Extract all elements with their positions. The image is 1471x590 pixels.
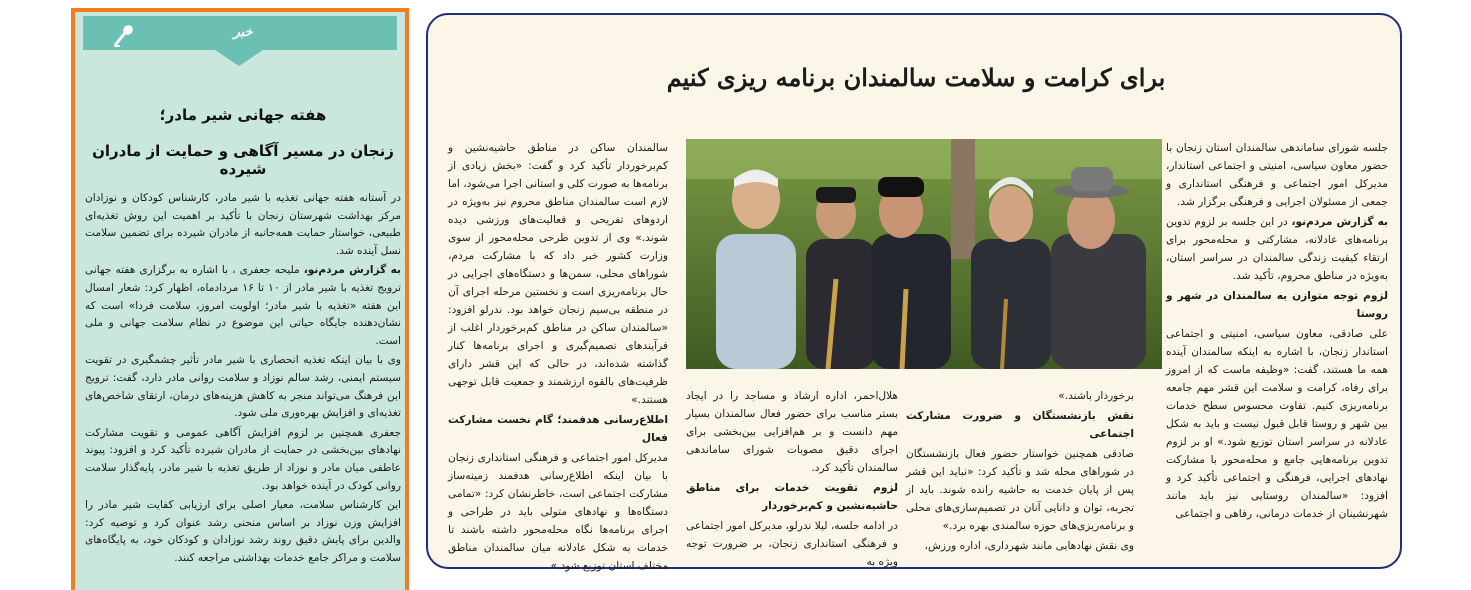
paragraph-text: صادقی همچنین خواستار حضور فعال بازنشستگان در شوراهای محله شد و تأکید کرد: «نباید این قشر پس از پایان خدمت به حاشیه رانده شوند. باید از تجربه، توان و دانایی آنان در تصمیم‌سازی‌های محلی و برنامه‌ریزی‌های حوزه سالمندی بهره برد.»: [906, 448, 1134, 532]
paragraph-text: وی نقش نهادهایی مانند شهرداری، اداره ورزش،: [924, 540, 1134, 552]
sidebar-header-notch: [215, 50, 263, 66]
sidebar-body: [85, 190, 401, 569]
paragraph-text: جلسه شورای ساماندهی سالمندان استان زنجان با حضور معاون سیاسی، امنیتی و اجتماعی استاندار، مدیرکل امور اجتماعی و فرهنگی استانداری و جمعی از مسئولان اجرایی و فرهنگی برگزار شد.: [1166, 142, 1388, 208]
microphone-icon: [111, 24, 137, 48]
article-paragraph: [906, 537, 1134, 555]
paragraph-text: وی با بیان اینکه تغذیه انحصاری با شیر مادر تأثیر چشمگیری در تقویت سیستم ایمنی، رشد سالم نوزاد و سلامت روانی مادر دارد، گفت: ترویج این فرهنگ می‌تواند منجر به کاهش هزینه‌های درمان، ارتقای شاخص‌های تغذیه‌ای و افزایش بهره‌وری ملی شود.: [85, 354, 401, 420]
article-headline: برای کرامت و سلامت سالمندان برنامه ریزی کنیم: [666, 63, 1166, 92]
article-subheading: اطلاع‌رسانی هدفمند؛ گام نخست مشارکت فعال: [448, 414, 668, 444]
paragraph-text: ملیحه جعفری ، با اشاره به برگزاری هفته جهانی ترویج تغذیه با شیر مادر از ۱۰ تا ۱۶ مردادماه، اظهار کرد: شعار امسال این هفته «تغذیه با شیر مادر؛ اولویت امروز، سلامت فردا» است که نشان‌دهنده جایگاه حیاتی این موضوع در نظام سلامت جهانی و ملی است.: [85, 264, 401, 347]
sidebar-paragraph: [85, 190, 401, 260]
photo-illustration: [686, 139, 1162, 369]
article-subheading: لزوم توجه متوازن به سالمندان در شهر و روستا: [1166, 290, 1388, 320]
article-paragraph: [906, 445, 1134, 535]
paragraph-text: جعفری همچنین بر لزوم افزایش آگاهی عمومی و تقویت مشارکت نهادهای بین‌بخشی در حمایت از مادران شیرده تأکید کرد و افزود: پیوند عاطفی میان مادر و نوزاد از طریق تغذیه با شیر مادر، پایه‌گذار سلامت روانی کودک در آینده خواهد بود.: [85, 426, 401, 492]
sidebar-title-line1: هفته جهانی شیر مادر؛: [159, 106, 327, 124]
paragraph-text: سالمندان ساکن در مناطق حاشیه‌نشین و کم‌برخوردار تأکید کرد و گفت: «بخش زیادی از برنامه‌ها به صورت کلی و استانی اجرا می‌شود، اما لازم است سالمندان مناطق محروم نیز به‌ویژه در اردوهای تفریحی و فعالیت‌های ورزشی دیده شوند.» وی از تدوین طرحی محله‌محور از سوی وزارت کشور خبر داد که با مشارکت مردم، شوراهای محلی، سمن‌ها و دستگاه‌های اجرایی در حال برنامه‌ریزی است و نخستین مرحله اجرای آن در منطقه بی‌سیم زنجان خواهد بود. ندرلو افزود: «سالمندان ساکن در مناطق کم‌برخوردار اغلب از فرآیندهای تصمیم‌گیری و اجرای برنامه‌ها کنار گذاشته شده‌اند، در حالی که این قشر دارای ظرفیت‌های بالقوه ارزشمند و جمعیت قابل توجهی هستند.»: [448, 142, 668, 406]
paragraph-text: هلال‌احمر، اداره ارشاد و مساجد را در ایجاد بستر مناسب برای حضور فعال سالمندان بسیار مهم دانست و بر هم‌افزایی بین‌بخشی برای اجرای دقیق مصوبات شورای ساماندهی سالمندان تأکید کرد.: [686, 390, 898, 474]
sidebar-paragraph: [85, 262, 401, 350]
sidebar-paragraph: [85, 425, 401, 495]
main-article: [426, 13, 1402, 572]
news-sidebar: [71, 8, 409, 590]
article-paragraph: [906, 387, 1134, 405]
paragraph-text: در ادامه جلسه، لیلا ندرلو، مدیرکل امور اجتماعی و فرهنگی استانداری زنجان، بر ضرورت توجه ویژه به: [686, 520, 898, 568]
elderly-men-photo: [686, 139, 1162, 369]
paragraph-text: مدیرکل امور اجتماعی و فرهنگی استانداری زنجان با بیان اینکه اطلاع‌رسانی هدفمند زمینه‌ساز مشارکت اجتماعی است، خاطرنشان کرد: «تمامی دستگاه‌ها و نهادهای متولی باید در طراحی و اجرای برنامه‌ها نگاه محله‌محور داشته باشند تا خدمات به شکل عادلانه میان سالمندان مناطق مختلف استان توزیع شود.»: [448, 452, 668, 572]
paragraph-text: در آستانه هفته جهانی تغذیه با شیر مادر، کارشناس کودکان و نوزادان مرکز بهداشت شهرستان زنجان با تأکید بر اهمیت این روش تغذیه‌ای طبیعی، خواستار حمایت همه‌جانبه از مادران شیرده برای تضمین سلامت نسل آینده شد.: [85, 192, 401, 257]
paragraph-text: علی صادقی، معاون سیاسی، امنیتی و اجتماعی استاندار زنجان، با اشاره به اینکه سالمندان آینده همه ما هستند، گفت: «وظیفه ماست که از امروز برای رفاه، کرامت و سلامت این قشر مهم جامعه برنامه‌ریزی کنیم. تفاوت محسوس سطح خدمات بین شهر و روستا قابل قبول نیست و باید به شکل عادلانه در سراسر استان توزیع شود.» او بر لزوم تدوین برنامه‌هایی جامع و محله‌محور با مشارکت نهادهای اجرایی، فرهنگی و اجتماعی تأکید کرد و افزود: «سالمندان روستایی نیز باید مانند شهرنشینان از خدمات درمانی، رفاهی و اجتماعی: [1166, 328, 1388, 520]
article-column-right: [1166, 139, 1388, 564]
article-paragraph: [448, 449, 668, 575]
article-column-middle-right: [906, 387, 1134, 564]
article-paragraph: [686, 517, 898, 571]
paragraph-text: برخوردار باشند.»: [1058, 390, 1134, 402]
sidebar-paragraph: [85, 497, 401, 567]
paragraph-lead: به گزارش مردم‌نو،: [1291, 216, 1389, 228]
article-paragraph: [1166, 325, 1388, 523]
paragraph-lead: به گزارش مردم‌نو،: [303, 264, 402, 277]
paragraph-text: در این جلسه بر لزوم تدوین برنامه‌های عادلانه، مشارکتی و محله‌محور برای ارتقاء کیفیت زندگی سالمندان در سراسر استان، به‌ویژه در مناطق محروم، تأکید شد.: [1166, 216, 1388, 282]
paragraph-text: این کارشناس سلامت، معیار اصلی برای ارزیابی کفایت شیر مادر را افزایش وزن نوزاد بر اساس منحنی رشد عنوان کرد و توصیه کرد: والدین برای پایش دقیق روند رشد نوزادان و کودکان خود، به پایگاه‌های سلامت و مراکز جامع خدمات بهداشتی مراجعه کنند.: [85, 499, 401, 564]
article-column-left: [448, 139, 668, 572]
article-paragraph: [686, 387, 898, 477]
article-paragraph: [1166, 139, 1388, 211]
sidebar-paragraph: [85, 352, 401, 422]
article-subheading: لزوم تقویت خدمات برای مناطق حاشیه‌نشین و کم‌برخوردار: [686, 482, 898, 512]
sidebar-label: خبر: [233, 25, 253, 40]
sidebar-title-line2: زنجان در مسیر آگاهی و حمایت از مادران شیرده: [92, 142, 394, 178]
article-paragraph: [448, 139, 668, 409]
article-subheading: نقش بازنشستگان و ضرورت مشارکت اجتماعی: [906, 410, 1134, 440]
sidebar-header: [83, 16, 397, 50]
article-paragraph: [1166, 213, 1388, 285]
article-column-middle-left: [686, 387, 898, 568]
